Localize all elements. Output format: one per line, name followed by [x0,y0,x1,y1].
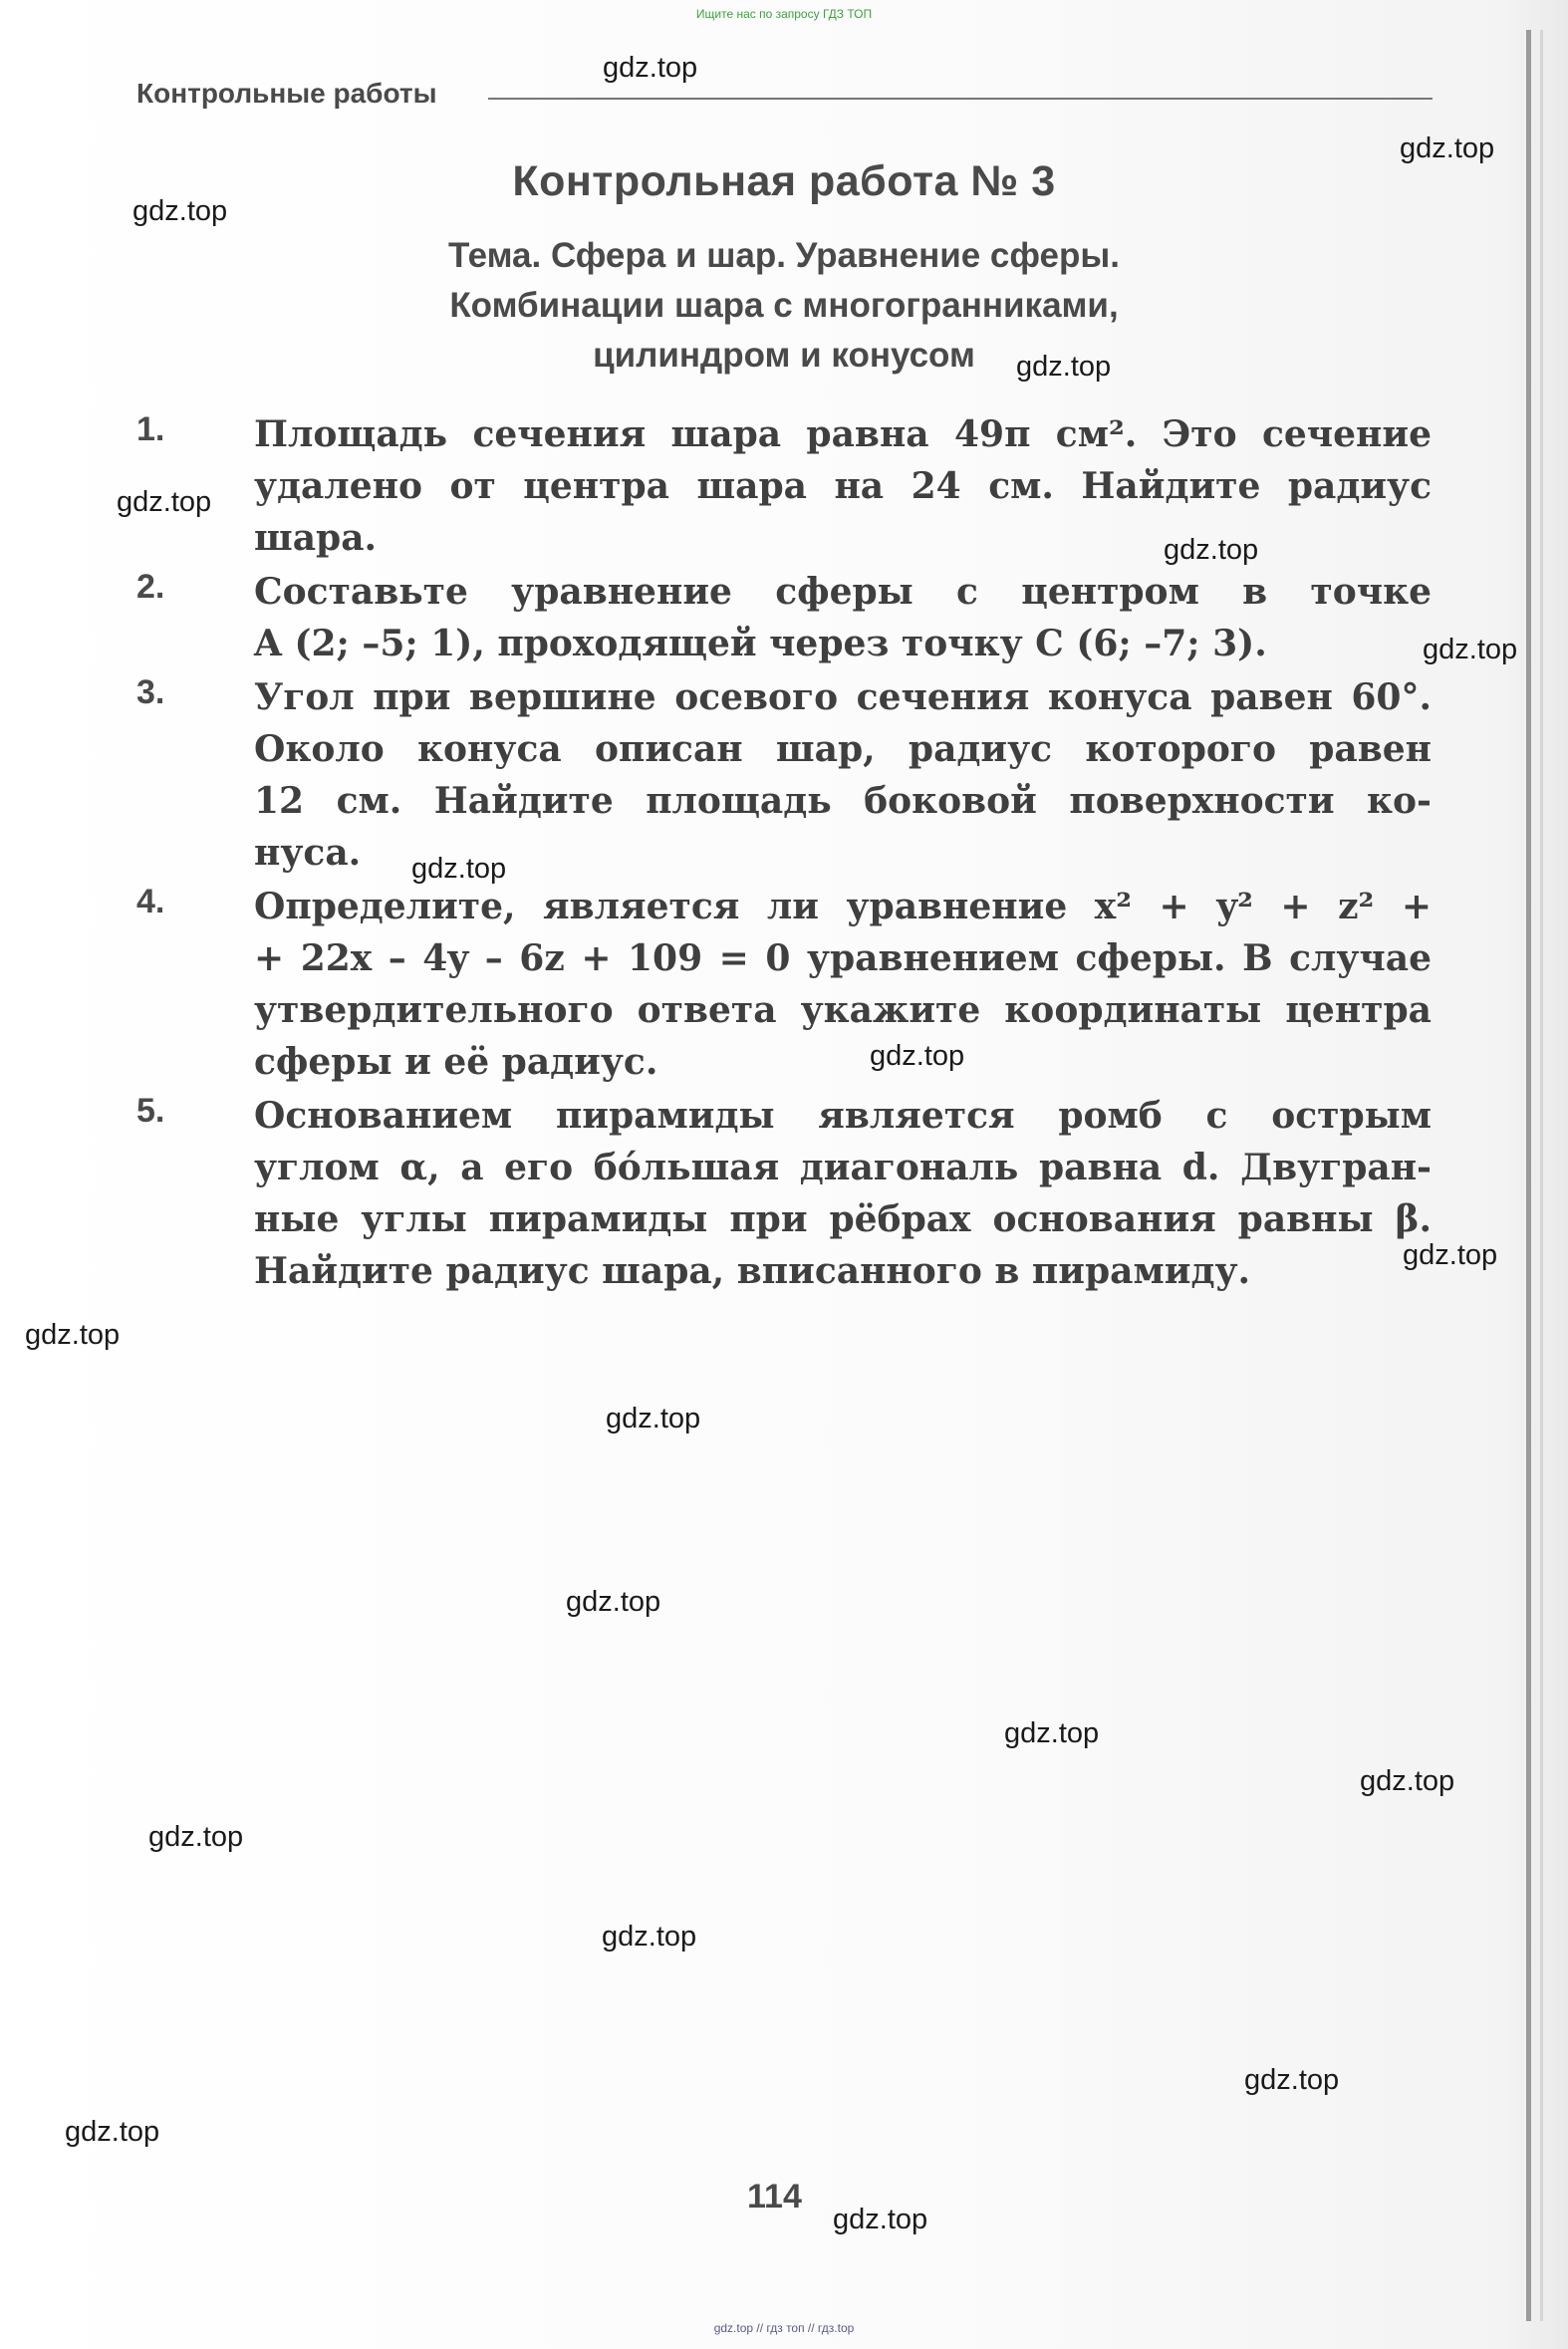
task-4 [136,881,1432,1088]
watermark: gdz.top [833,2204,928,2235]
watermark: gdz.top [1164,534,1259,566]
task-line: утвердительного ответа укажите координаты центра [254,989,1432,1031]
task-2 [136,566,1432,669]
bottom-note: gdz.top // гдз топ // гдз.top [713,2321,855,2335]
topic-line-2: Комбинации шара с многогранниками, [449,286,1119,325]
task-line: сферы и её радиус. [254,1041,658,1083]
task-line: Площадь сечения шара равна 49π см². Это сечение [254,413,1432,455]
task-line: нуса. [254,832,362,874]
watermark: gdz.top [603,52,698,84]
task-line: A (2; –5; 1), проходящей через точку C (6; –7; 3). [254,623,1267,664]
running-head: Контрольные работы [136,78,437,109]
task-line: 12 см. Найдите площадь боковой поверхности ко- [254,780,1432,822]
task-text [254,1090,1432,1297]
task-line: Основанием пирамиды является ромб с острым [254,1095,1432,1137]
watermark: gdz.top [1423,634,1518,665]
watermark: gdz.top [1400,132,1495,164]
watermark: gdz.top [1004,1717,1100,1749]
watermark: gdz.top [1360,1765,1455,1797]
task-number: 1. [136,410,165,448]
task-line: Определите, является ли уравнение x² + y² + z² + [254,886,1432,927]
task-number: 3. [136,673,165,711]
task-number: 5. [136,1092,165,1130]
topic [0,231,1568,381]
task-text [254,671,1432,879]
task-5 [136,1090,1432,1297]
topic-line-1: Тема. Сфера и шар. Уравнение сферы. [447,236,1121,275]
task-line: + 22x – 4y – 6z + 109 = 0 уравнением сферы. В случае [254,937,1432,979]
task-text [254,566,1432,669]
watermark: gdz.top [1403,1239,1498,1271]
task-text [254,881,1432,1088]
watermark: gdz.top [411,853,507,885]
task-line: Составьте уравнение сферы с центром в точке [254,571,1432,613]
task-line: Около конуса описан шар, радиус которого равен [254,728,1432,770]
top-note: Ищите нас по запросу ГДЗ ТОП [695,7,873,21]
header-rule [488,98,1433,100]
watermark: gdz.top [602,1921,697,1953]
watermark: gdz.top [1016,351,1112,383]
task-line: углом α, а его бóльшая диагональ равна d. Двугран- [254,1147,1432,1188]
watermark: gdz.top [117,486,212,518]
task-line: Угол при вершине осевого сечения конуса равен 60°. [254,676,1432,718]
task-number: 2. [136,568,165,606]
watermark: gdz.top [1244,2064,1340,2096]
task-line: удалено от центра шара на 24 см. Найдите радиус [254,465,1432,507]
topic-line-3: цилиндром и конусом [593,336,975,375]
task-line: Найдите радиус шара, вписанного в пирамиду. [254,1250,1251,1292]
task-3 [136,671,1432,879]
watermark: gdz.top [132,195,228,227]
watermark: gdz.top [566,1586,661,1618]
page-number: 114 [747,2178,802,2216]
watermark: gdz.top [870,1040,965,1072]
watermark: gdz.top [25,1319,121,1351]
task-number: 4. [136,883,165,920]
watermark: gdz.top [148,1821,244,1853]
page-title: Контрольная работа № 3 [512,157,1056,205]
watermark: gdz.top [65,2116,160,2148]
watermark: gdz.top [606,1403,701,1435]
task-line: шара. [254,517,378,559]
task-line: ные углы пирамиды при рёбрах основания равны β. [254,1198,1432,1240]
